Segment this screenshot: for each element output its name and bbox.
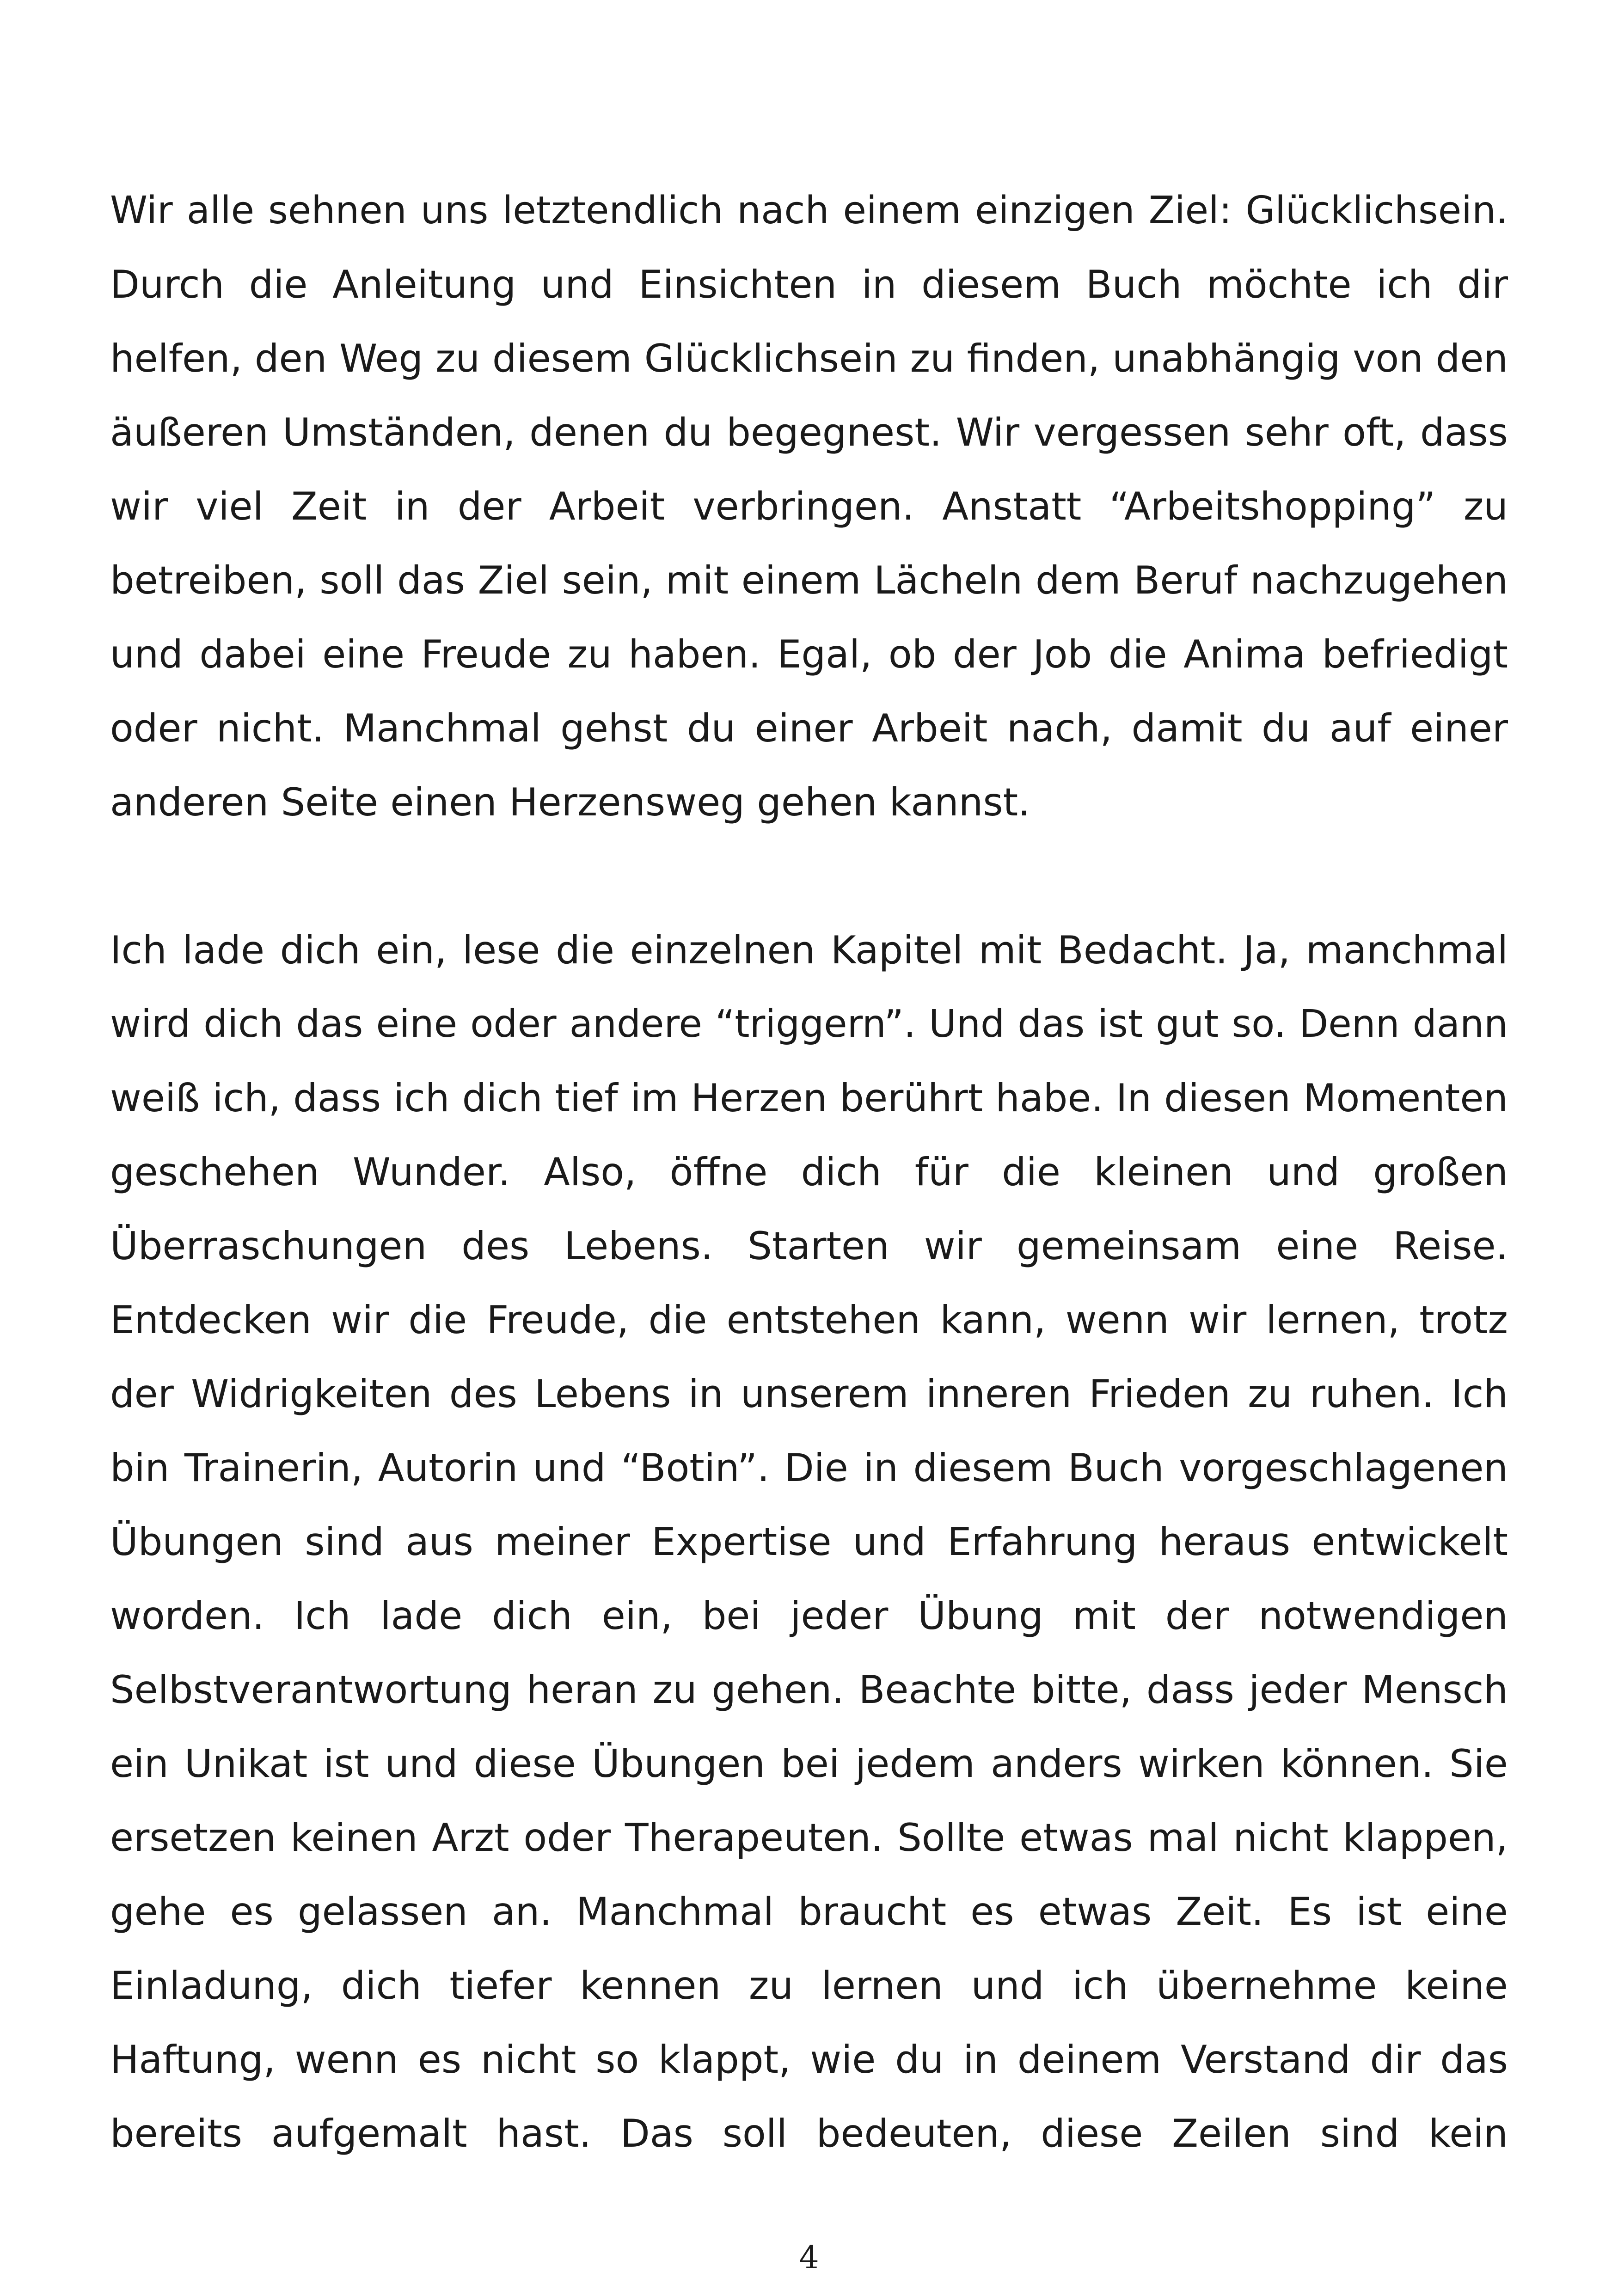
text-line: anderen Seite einen Herzensweg gehen kannst. [110, 780, 1030, 825]
text-line: Entdecken wir die Freude, die entstehen kann, wenn wir lernen, trotz [110, 1298, 1508, 1342]
text-line: Übungen sind aus meiner Expertise und Erfahrung heraus entwickelt [110, 1519, 1508, 1564]
text-line: Überraschungen des Lebens. Starten wir gemeinsam eine Reise. [110, 1224, 1508, 1268]
text-line: helfen, den Weg zu diesem Glücklichsein zu finden, unabhängig von den [110, 336, 1508, 381]
text-line: und dabei eine Freude zu haben. Egal, ob der Job die Anima befriedigt [110, 632, 1508, 677]
text-line: geschehen Wunder. Also, öffne dich für die kleinen und großen [110, 1150, 1508, 1194]
text-line: Ich lade dich ein, lese die einzelnen Kapitel mit Bedacht. Ja, manchmal [110, 928, 1508, 973]
text-line: worden. Ich lade dich ein, bei jeder Übung mit der notwendigen [110, 1593, 1508, 1638]
page-number: 4 [799, 2240, 819, 2276]
text-line: gehe es gelassen an. Manchmal braucht es etwas Zeit. Es ist eine [110, 1889, 1508, 1934]
text-line: äußeren Umständen, denen du begegnest. Wir vergessen sehr oft, dass [110, 410, 1508, 455]
text-line: bin Trainerin, Autorin und “Botin”. Die in diesem Buch vorgeschlagenen [110, 1445, 1508, 1490]
text-line: wir viel Zeit in der Arbeit verbringen. Anstatt “Arbeitshopping” zu [110, 484, 1508, 529]
text-line: wird dich das eine oder andere “triggern”. Und das ist gut so. Denn dann [110, 1002, 1508, 1046]
text-line: bereits aufgemalt hast. Das soll bedeuten, diese Zeilen sind kein [110, 2111, 1508, 2156]
text-line: oder nicht. Manchmal gehst du einer Arbeit nach, damit du auf einer [110, 706, 1508, 751]
text-line: Haftung, wenn es nicht so klappt, wie du in deinem Verstand dir das [110, 2037, 1508, 2082]
text-line: betreiben, soll das Ziel sein, mit einem Lächeln dem Beruf nachzugehen [110, 558, 1508, 603]
text-line: Wir alle sehnen uns letztendlich nach einem einzigen Ziel: Glücklichsein. [110, 189, 1508, 233]
text-line: ein Unikat ist und diese Übungen bei jedem anders wirken können. Sie [110, 1741, 1508, 1786]
text-line: der Widrigkeiten des Lebens in unserem inneren Frieden zu ruhen. Ich [110, 1371, 1508, 1416]
paragraph-invitation [110, 913, 1508, 2171]
text-line: Einladung, dich tiefer kennen zu lernen und ich übernehme keine [110, 1963, 1508, 2008]
text-line: Selbstverantwortung heran zu gehen. Beachte bitte, dass jeder Mensch [110, 1667, 1508, 1712]
paragraph-intro [110, 174, 1508, 839]
text-line: ersetzen keinen Arzt oder Therapeuten. Sollte etwas mal nicht klappen, [110, 1815, 1508, 1860]
text-line: Durch die Anleitung und Einsichten in diesem Buch möchte ich dir [110, 262, 1508, 307]
text-line: weiß ich, dass ich dich tief im Herzen berührt habe. In diesen Momenten [110, 1076, 1508, 1120]
